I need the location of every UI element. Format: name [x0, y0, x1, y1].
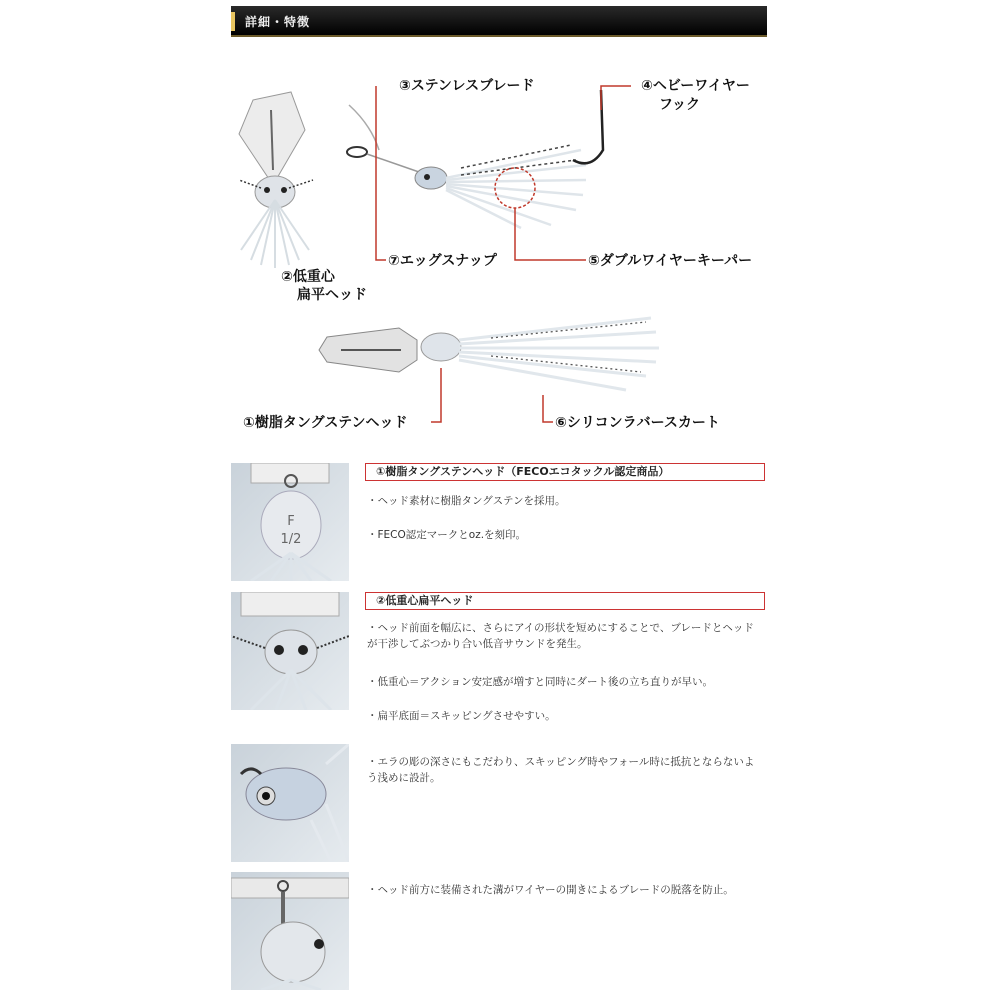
callout-snap: ⑦エッグスナップ [388, 253, 497, 269]
bottom-view-lure [319, 318, 659, 390]
feature-1-bullet-2: ・FECO認定マークとoz.を刻印。 [367, 529, 527, 541]
front-view-lure [239, 92, 313, 268]
feature-1-bullet-1: ・ヘッド素材に樹脂タングステンを採用。 [367, 495, 566, 507]
gill-detail-photo [231, 744, 349, 862]
feature-2-bullet-2: ・低重心＝アクション安定感が増すと同時にダート後の立ち直りが早い。 [367, 676, 713, 688]
head-closeup-photo [231, 463, 349, 581]
product-diagram [231, 50, 767, 450]
head-marking-f: F [287, 514, 295, 529]
callout-head2-line1: ②低重心 [281, 269, 335, 285]
callout-keeper: ⑤ダブルワイヤーキーパー [588, 253, 753, 269]
feature-section-1 [231, 463, 767, 585]
header-accent [231, 12, 235, 31]
feature-heading-1: ①樹脂タングステンヘッド（FECOエコタックル認定商品） [365, 463, 765, 481]
feature-4-bullet-1: ・ヘッド前方に装備された溝がワイヤーの開きによるブレードの脱落を防止。 [367, 884, 734, 896]
callout-hook-line1: ④ヘビーワイヤー [641, 78, 750, 94]
section-header [231, 6, 767, 37]
feature-heading-2: ②低重心扁平ヘッド [365, 592, 765, 610]
callout-hook-line2: フック [659, 97, 701, 113]
callout-skirt: ⑥シリコンラバースカート [555, 415, 720, 431]
feature-2-bullet-3: ・扁平底面＝スキッピングさせやすい。 [367, 710, 556, 722]
feature-section-3 [231, 744, 767, 866]
feature-3-bullet-1: ・エラの彫の深さにもこだわり、スキッピング時やフォール時に抵抗とならないよう浅めに設計。 [367, 756, 755, 784]
side-view-lure [347, 90, 603, 228]
feature-section-4 [231, 872, 767, 994]
front-head-photo [231, 592, 349, 710]
head-marking-weight: 1/2 [280, 532, 302, 547]
section-title: 詳細・特徴 [245, 15, 311, 29]
feature-2-bullet-1: ・ヘッド前面を幅広に、さらにアイの形状を短めにすることで、ブレードとヘッドが干渉してぶつかり合い低音サウンドを発生。 [367, 622, 754, 650]
callout-blade: ③ステンレスブレード [399, 78, 535, 94]
callout-head2-line2: 扁平ヘッド [297, 287, 367, 303]
feature-section-2 [231, 592, 767, 722]
callout-head1: ①樹脂タングステンヘッド [243, 415, 408, 431]
wire-groove-photo [231, 872, 349, 990]
